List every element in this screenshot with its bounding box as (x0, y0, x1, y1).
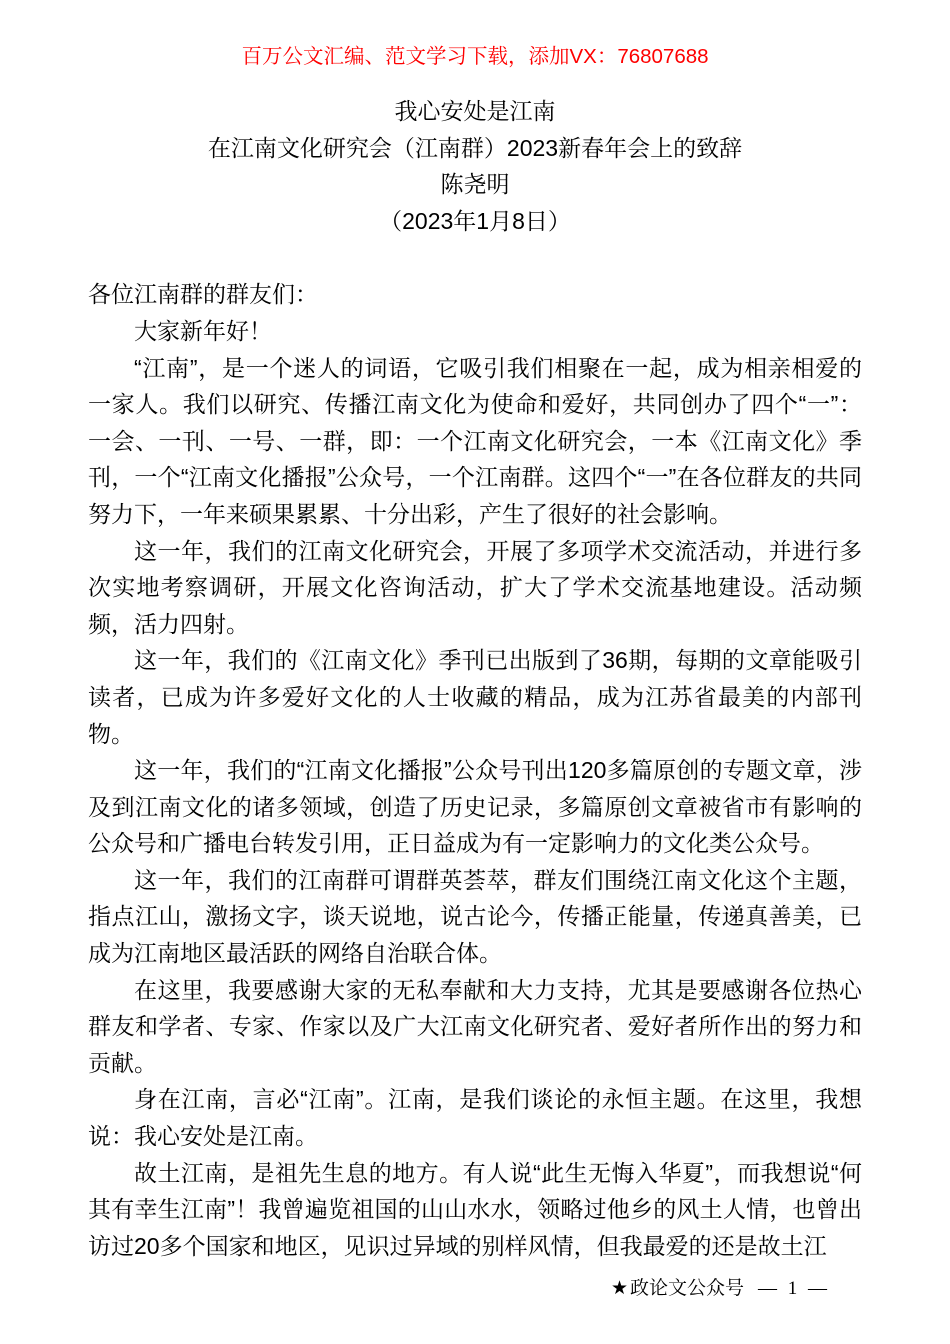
doc-author: 陈尧明 (440, 171, 510, 198)
doc-subtitle: 在江南文化研究会（江南群）2023新春年会上的致辞 (207, 134, 743, 161)
doc-title: 我心安处是江南 (394, 98, 556, 124)
body-paragraph: 故土江南，是祖先生息的地方。有人说“此生无悔入华夏”，而我想说“何其有幸生江南”！我曾遍览祖国的山山水水，领略过他乡的风土人情，也曾出访过20多个国家和地区，见识过异域的别样风情，但我最爱的还是故土江 (88, 1159, 862, 1259)
title-block (88, 93, 862, 239)
page-footer (611, 1277, 830, 1301)
body-paragraph: “江南”，是一个迷人的词语，它吸引我们相聚在一起，成为相亲相爱的一家人。我们以研究、传播江南文化为使命和爱好，共同创办了四个“一”：一会、一刊、一号、一群，即：一个江南文化研究会，一本《江南文化》季刊，一个“江南文化播报”公众号，一个江南群。这四个“一”在各位群友的共同努力下，一年来硕果累累、十分出彩，产生了很好的社会影响。 (88, 354, 862, 527)
salutation-line: 各位江南群的群友们： (88, 281, 318, 308)
footer-account-label: 政论文公众号 (629, 1278, 744, 1299)
star-icon: ★ (610, 1278, 628, 1299)
promo-notice: 百万公文汇编、范文学习下载，添加VX：76807688 (241, 45, 709, 68)
page-number: — 1 — (758, 1278, 830, 1299)
doc-date: （2023年1月8日） (379, 207, 571, 234)
body-paragraph: 在这里，我要感谢大家的无私奉献和大力支持，尤其是要感谢各位热心群友和学者、专家、作家以及广大江南文化研究者、爱好者所作出的努力和贡献。 (88, 976, 862, 1076)
body-paragraph: 这一年，我们的《江南文化》季刊已出版到了36期，每期的文章能吸引读者，已成为许多爱好文化的人士收藏的精品，成为江苏省最美的内部刊物。 (88, 647, 862, 747)
body-paragraph: 这一年，我们的“江南文化播报”公众号刊出120多篇原创的专题文章，涉及到江南文化的诸多领域，创造了历史记录，多篇原创文章被省市有影响的公众号和广播电台转发引用，正日益成为有一定影响力的文化类公众号。 (88, 757, 862, 857)
document-body (88, 276, 862, 1264)
body-paragraph: 大家新年好！ (134, 317, 272, 344)
body-paragraph: 身在江南，言必“江南”。江南，是我们谈论的永恒主题。在这里，我想说：我心安处是江南。 (88, 1086, 862, 1150)
body-paragraph: 这一年，我们的江南文化研究会，开展了多项学术交流活动，并进行多次实地考察调研，开展文化咨询活动，扩大了学术交流基地建设。活动频频，活力四射。 (88, 537, 862, 637)
body-paragraph: 这一年，我们的江南群可谓群英荟萃，群友们围绕江南文化这个主题，指点江山，激扬文字，谈天说地，说古论今，传播正能量，传递真善美，已成为江南地区最活跃的网络自治联合体。 (88, 866, 862, 967)
